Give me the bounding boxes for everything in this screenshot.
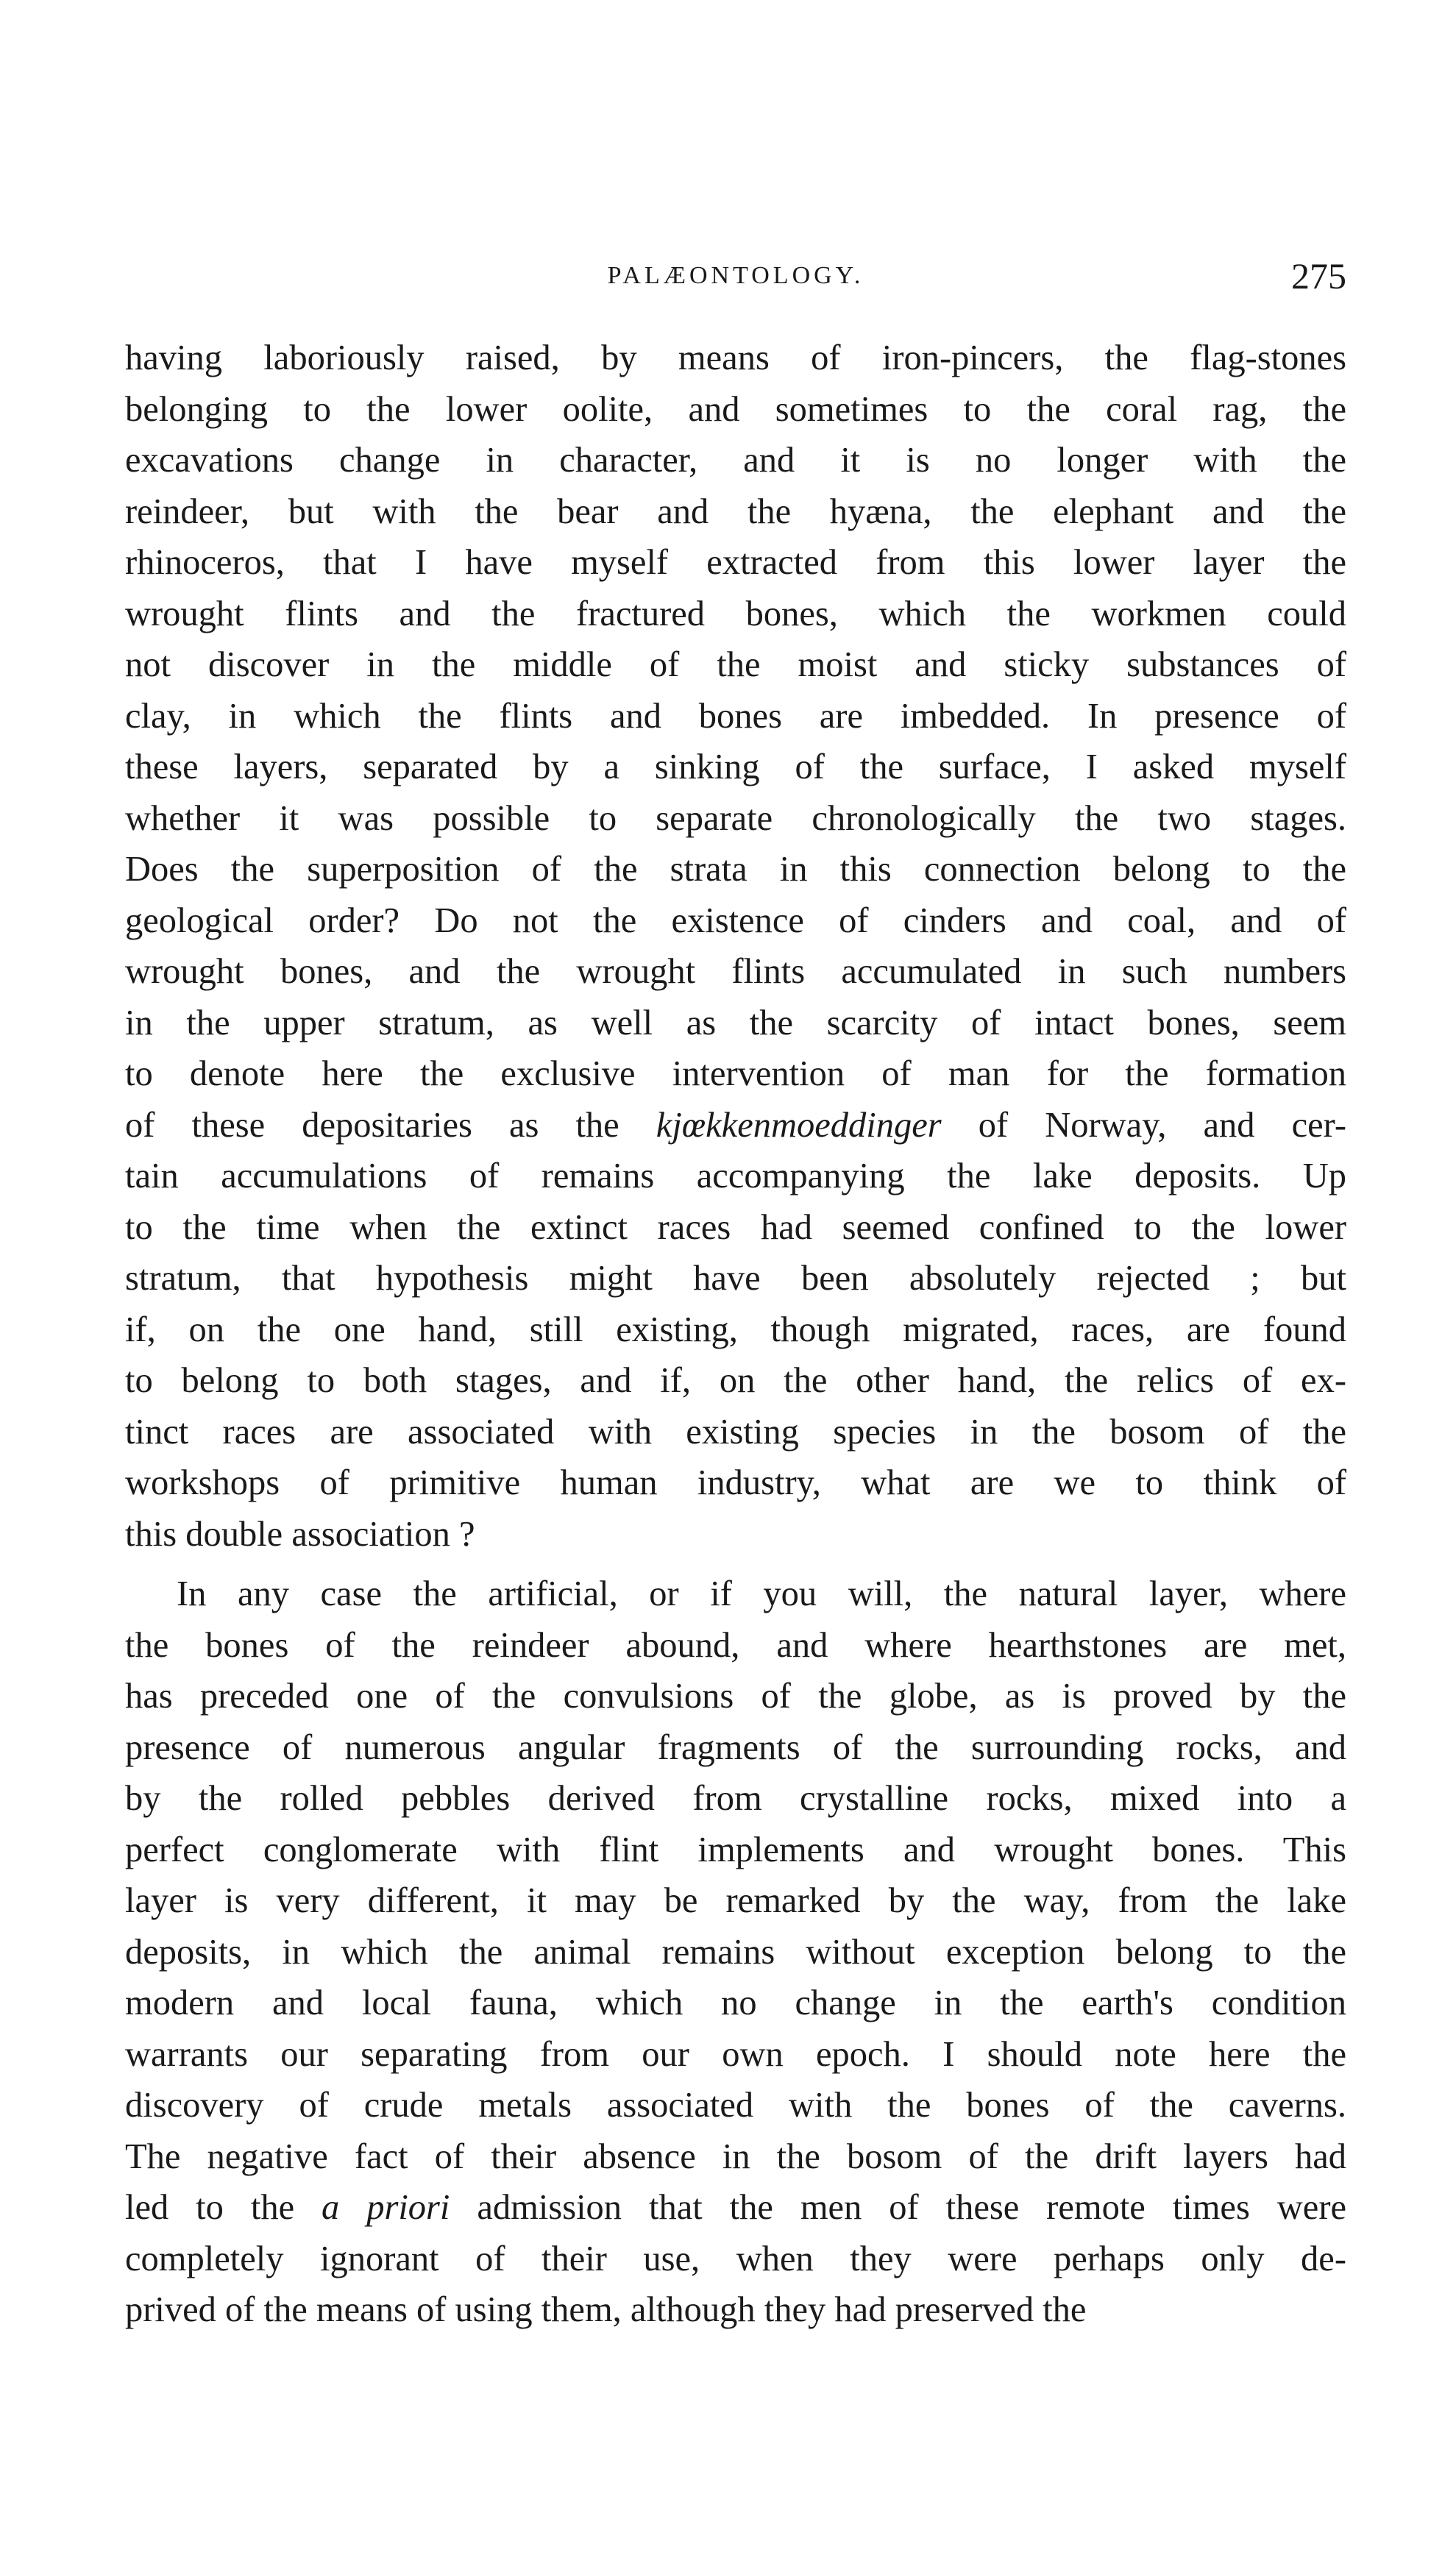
text-line [125,2234,1346,2285]
line-text: to denote here the exclusive intervention of man for the formation [125,1054,1346,1093]
text-line [125,435,1346,486]
line-text: in the upper stratum, as well as the scarcity of intact bones, seem [125,1003,1346,1042]
text-line [125,639,1346,691]
line-text: excavations change in character, and it is no longer with the [125,441,1346,480]
text-line [125,1773,1346,1825]
line-text: has preceded one of the convulsions of the globe, as is proved by the [125,1677,1346,1716]
text-line [125,1151,1346,1202]
text-line [125,1457,1346,1509]
line-text: reindeer, but with the bear and the hyæna, the elephant and the [125,491,1346,531]
line-text: led to the [125,2188,322,2227]
line-text: wrought flints and the fractured bones, which the workmen could [125,594,1346,633]
text-line [125,895,1346,947]
line-text: the bones of the reindeer abound, and where hearthstones are met, [125,1625,1346,1665]
line-text: rhinoceros, that I have myself extracted from this lower layer the [125,543,1346,582]
line-text: discovery of crude metals associated with the bones of the caverns. [125,2086,1346,2125]
text-line [125,1253,1346,1304]
text-line [125,1620,1346,1672]
text-line [125,1304,1346,1356]
text-line [125,998,1346,1049]
text-line [125,1407,1346,1458]
text-line [125,1927,1346,1978]
line-text: In any case the artificial, or if you will, the natural layer, where [177,1574,1346,1613]
line-text: of these depositaries as the [125,1105,656,1145]
text-line [125,1100,1346,1151]
line-text: to the time when the extinct races had seemed confined to the lower [125,1207,1346,1247]
line-text: modern and local fauna, which no change in the earth's condition [125,1983,1346,2022]
text-line [125,742,1346,793]
text-line [125,2284,1346,2336]
page-number: 275 [1291,255,1346,296]
text-line [125,1978,1346,2029]
line-text: workshops of primitive human industry, what are we to think of [125,1463,1346,1502]
italic-term: kjœkkenmoeddinger [656,1105,942,1145]
line-text: to belong to both stages, and if, on the other hand, the relics of ex- [125,1361,1346,1400]
text-line [125,333,1346,384]
text-line [125,793,1346,845]
text-line [125,1202,1346,1254]
text-line [125,1509,1346,1560]
text-line [125,1671,1346,1722]
line-text: not discover in the middle of the moist and sticky substances of [125,645,1346,684]
line-text: Does the superposition of the strata in this connection belong to the [125,850,1346,889]
line-text: The negative fact of their absence in the bosom of the drift layers had [125,2136,1346,2176]
text-line [125,1825,1346,1876]
text-line [125,589,1346,640]
line-text: these layers, separated by a sinking of the surface, I asked myself [125,747,1346,786]
line-text: perfect conglomerate with flint implements and wrought bones. This [125,1830,1346,1869]
line-text: tain accumulations of remains accompanying the lake deposits. Up [125,1157,1346,1196]
text-line [125,2131,1346,2183]
line-text: layer is very different, it may be remarked by the way, from the lake [125,1881,1346,1920]
line-text: if, on the one hand, still existing, though migrated, races, are found [125,1310,1346,1349]
running-head [125,250,1346,302]
line-text: having laboriously raised, by means of iron-pincers, the flag-stones [125,338,1346,377]
line-text: of Norway, and cer- [941,1105,1347,1145]
paragraph-gap [125,1560,1346,1569]
text-line [125,1048,1346,1100]
line-text: deposits, in which the animal remains without exception belong to the [125,1932,1346,1972]
line-text: presence of numerous angular fragments of the surrounding rocks, and [125,1727,1346,1767]
line-text: by the rolled pebbles derived from crystalline rocks, mixed into a [125,1779,1346,1818]
line-text: geological order? Do not the existence of cinders and coal, and of [125,900,1346,940]
body-text [125,333,1346,2336]
text-line [125,384,1346,436]
line-text: whether it was possible to separate chronologically the two stages. [125,798,1346,838]
text-line [125,844,1346,895]
text-line [125,1355,1346,1407]
text-line [125,2080,1346,2131]
line-text: stratum, that hypothesis might have been absolutely rejected ; but [125,1259,1346,1298]
line-text: belonging to the lower oolite, and sometimes to the coral rag, the [125,389,1346,429]
line-text: completely ignorant of their use, when they were perhaps only de- [125,2239,1346,2278]
line-text: this double association ? [125,1514,475,1554]
line-text: wrought bones, and the wrought flints accumulated in such numbers [125,952,1346,991]
text-line [125,537,1346,589]
text-line [125,2182,1346,2234]
running-title: PALÆONTOLOGY. [607,262,864,289]
text-line [125,2029,1346,2081]
italic-term: a priori [322,2188,450,2227]
paragraph [125,1569,1346,2336]
text-line [125,1569,1346,1620]
line-text: prived of the means of using them, although they had preserved the [125,2290,1087,2329]
text-line [125,946,1346,998]
line-text: tinct races are associated with existing species in the bosom of the [125,1412,1346,1452]
line-text: clay, in which the flints and bones are imbedded. In presence of [125,696,1346,736]
text-line [125,1875,1346,1927]
text-line [125,486,1346,538]
line-text: warrants our separating from our own epoch. I should note here the [125,2034,1346,2074]
text-line [125,1722,1346,1774]
line-text: admission that the men of these remote times were [450,2188,1346,2227]
text-line [125,691,1346,742]
paragraph [125,333,1346,1560]
